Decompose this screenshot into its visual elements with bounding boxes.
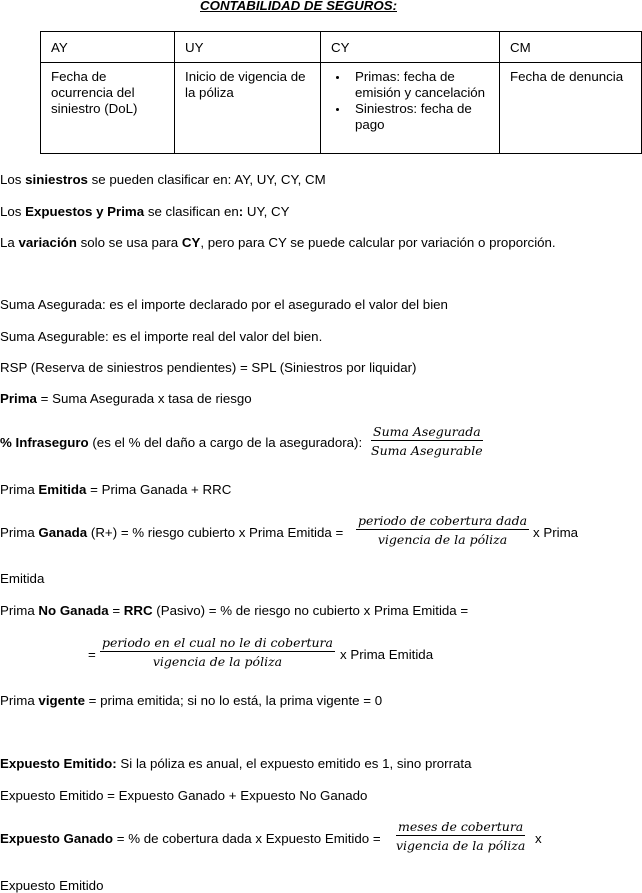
prima-no-ganada-line: Prima No Ganada = RRC (Pasivo) = % de riesgo no cubierto x Prima Emitida = (0, 603, 469, 618)
expuesto-ganado-fraction (396, 819, 525, 853)
header-ay: AY (41, 32, 175, 63)
cell-cm: Fecha de denuncia (500, 63, 642, 154)
cy-list-item-primas: • Primas: fecha de emisión y cancelación (349, 69, 489, 101)
table-header-row (41, 32, 642, 63)
prima-line: Prima = Suma Asegurada x tasa de riesgo (0, 391, 252, 406)
siniestros-line: Los siniestros se pueden clasificar en: AY, UY, CY, CM (0, 172, 326, 187)
expuesto-ganado-line: Expuesto Ganado = % de cobertura dada x Expuesto Emitido = (0, 831, 381, 846)
fraction-numerator: periodo de cobertura dada (358, 513, 528, 528)
rsp-line: RSP (Reserva de siniestros pendientes) = SPL (Siniestros por liquidar) (0, 360, 417, 375)
infraseguro-fraction (371, 424, 483, 458)
rrc-fraction (100, 635, 335, 669)
prima-emitida-line: Prima Emitida = Prima Ganada + RRC (0, 482, 232, 497)
cy-list-item-siniestros: • Siniestros: fecha de pago (349, 101, 489, 133)
prima-ganada-wrap: Emitida (0, 571, 45, 586)
variacion-line: La variación solo se usa para CY, pero para CY se puede calcular por variación o proporción. (0, 235, 556, 250)
fraction-numerator: Suma Asegurada (373, 424, 481, 439)
classification-table (40, 31, 642, 154)
fraction-numerator: periodo en el cual no le di cobertura (102, 635, 333, 650)
suma-asegurable-line: Suma Asegurable: es el importe real del valor del bien. (0, 329, 323, 344)
expuesto-ganado-tail: x (535, 831, 542, 846)
cy-list (331, 69, 489, 133)
document-title: CONTABILIDAD DE SEGUROS: (200, 0, 397, 13)
header-cm: CM (500, 32, 642, 63)
fraction-denominator: vigencia de la póliza (396, 838, 526, 853)
cell-ay: Fecha de ocurrencia del siniestro (DoL) (41, 63, 175, 154)
infraseguro-line: % Infraseguro (es el % del daño a cargo de la aseguradora): (0, 435, 363, 450)
prima-ganada-line: Prima Ganada (R+) = % riesgo cubierto x Prima Emitida = (0, 525, 344, 540)
prima-ganada-fraction (356, 513, 529, 547)
fraction-denominator: vigencia de la póliza (377, 532, 508, 547)
fraction-denominator: vigencia de la póliza (152, 654, 283, 669)
expuesto-emitido-line: Expuesto Emitido: Si la póliza es anual, el expuesto emitido es 1, sino prorrata (0, 756, 472, 771)
header-uy: UY (175, 32, 321, 63)
expuesto-ganado-wrap: Expuesto Emitido (0, 878, 104, 893)
expuesto-eq-line: Expuesto Emitido = Expuesto Ganado + Expuesto No Ganado (0, 788, 368, 803)
expuestos-line: Los Expuestos y Prima se clasifican en: UY, CY (0, 204, 290, 219)
suma-asegurada-line: Suma Asegurada: es el importe declarado por el asegurado el valor del bien (0, 297, 448, 312)
rrc-equals: = (88, 647, 96, 662)
prima-ganada-tail: x Prima (533, 525, 579, 540)
prima-vigente-line: Prima vigente = prima emitida; si no lo está, la prima vigente = 0 (0, 693, 383, 708)
fraction-denominator: Suma Asegurable (371, 443, 483, 458)
cell-uy: Inicio de vigencia de la póliza (175, 63, 321, 154)
fraction-numerator: meses de cobertura (398, 819, 524, 834)
cell-cy (321, 63, 500, 154)
header-cy: CY (321, 32, 500, 63)
rrc-tail: x Prima Emitida (340, 647, 434, 662)
table-row (41, 63, 642, 154)
